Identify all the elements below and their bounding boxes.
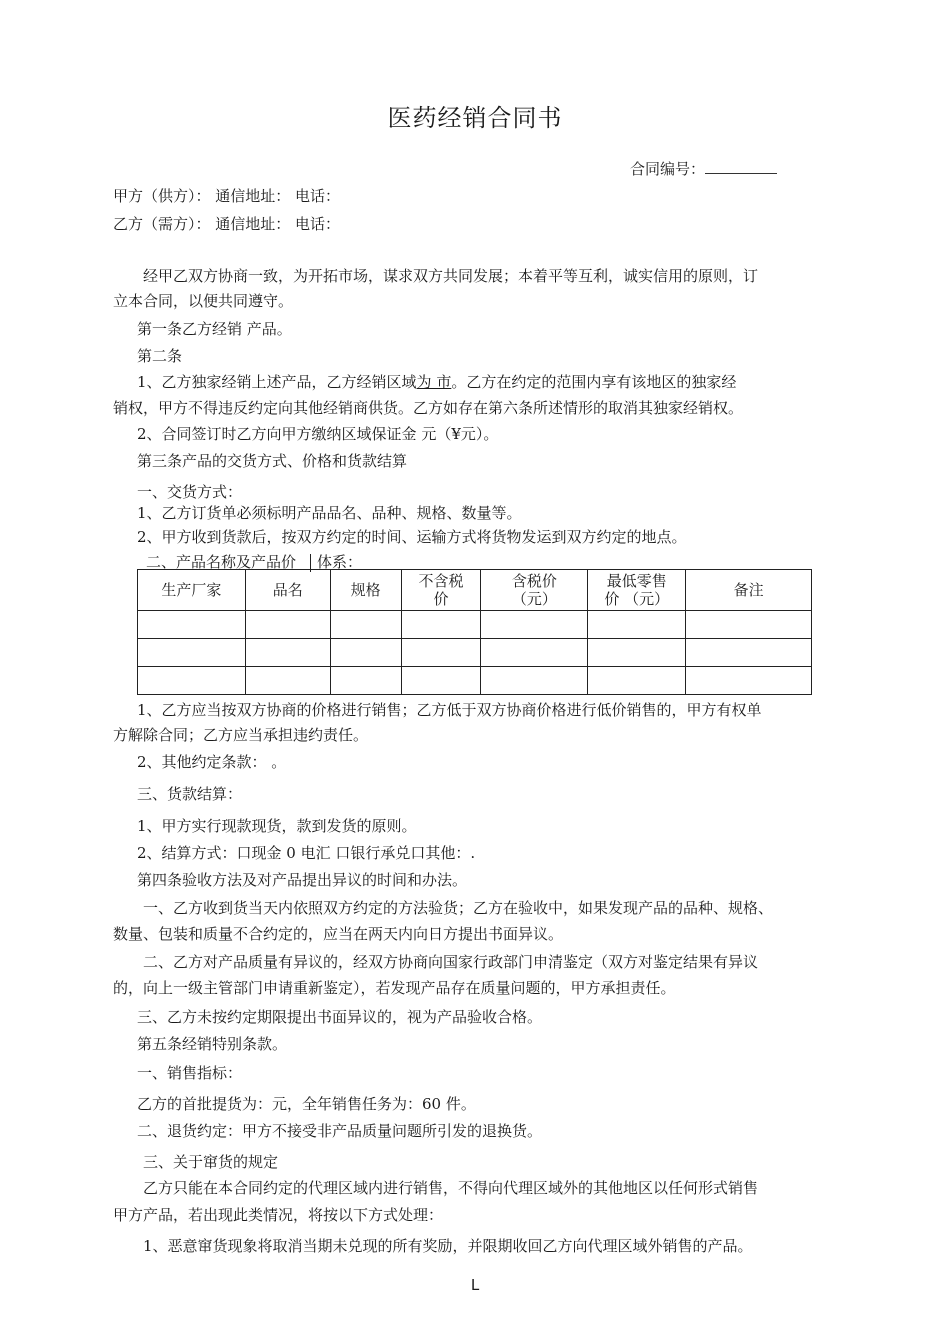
price-table-row	[138, 611, 812, 639]
cross-region-heading: 三、关于窜货的规定	[143, 1153, 279, 1171]
page-footer-mark: L	[470, 1276, 480, 1294]
cross-region-text-continued: 甲方产品，若出现此类情况，将按以下方式处理：	[113, 1206, 444, 1224]
article-5-heading: 第五条经销特别条款。	[137, 1035, 288, 1053]
price-table-header-cell: 最低零售 价 （元）	[588, 570, 686, 611]
price-table-cell	[686, 639, 812, 667]
price-table-cell	[245, 667, 330, 695]
price-table-cell	[330, 639, 401, 667]
price-table-header-cell: 生产厂家	[138, 570, 246, 611]
price-table-header-cell: 规格	[330, 570, 401, 611]
price-clause-2: 2、其他约定条款： 。	[137, 753, 287, 771]
party-b-line: 乙方（需方）： 通信地址： 电话：	[113, 215, 341, 233]
price-clause-1-continued: 方解除合同；乙方应当承担违约责任。	[113, 726, 369, 744]
price-table-header-cell: 品名	[245, 570, 330, 611]
return-policy: 二、退货约定：甲方不接受非产品质量问题所引发的退换货。	[137, 1122, 543, 1140]
article-2-clause-1-text-b: 。乙方在约定的范围内享有该地区的独家经	[451, 373, 737, 391]
price-table-cell	[588, 639, 686, 667]
price-table-cell	[588, 611, 686, 639]
price-table-cell	[138, 639, 246, 667]
article-1: 第一条乙方经销 产品。	[137, 320, 292, 338]
party-a-line: 甲方（供方）： 通信地址： 电话：	[113, 187, 341, 205]
price-table-cell	[330, 611, 401, 639]
inspection-clause-1-continued: 数量、包装和质量不合约定的，应当在两天内向日方提出书面异议。	[113, 925, 564, 943]
article-2-clause-1	[137, 371, 736, 392]
inspection-clause-3: 三、乙方未按约定期限提出书面异议的，视为产品验收合格。	[137, 1008, 543, 1026]
contract-number	[630, 158, 777, 179]
price-table	[137, 569, 812, 695]
price-table-header-row	[138, 570, 812, 611]
inspection-clause-1: 一、乙方收到货当天内依照双方约定的方法验货；乙方在验收中，如果发现产品的品种、规格、	[143, 899, 774, 917]
article-4-heading: 第四条验收方法及对产品提出异议的时间和办法。	[137, 871, 468, 889]
payment-heading: 三、货款结算：	[137, 785, 243, 803]
price-table-cell	[686, 667, 812, 695]
cross-region-clause-1: 1、恶意窜货现象将取消当期未兑现的所有奖励，并限期收回乙方向代理区域外销售的产品。	[143, 1237, 753, 1255]
price-table-row	[138, 639, 812, 667]
delivery-clause-1: 1、乙方订货单必须标明产品品名、品种、规格、数量等。	[137, 504, 522, 522]
region-blank: 为 市	[416, 373, 452, 391]
price-table-cell	[481, 611, 588, 639]
price-table-header-cell: 不含税 价	[401, 570, 481, 611]
price-table-cell	[138, 611, 246, 639]
inspection-clause-2-continued: 的，向上一级主管部门申请重新鉴定），若发现产品存在质量问题的，甲方承担责任。	[113, 979, 676, 997]
payment-clause-1: 1、甲方实行现款现货，款到发货的原则。	[137, 817, 417, 835]
price-table-cell	[138, 667, 246, 695]
article-2-clause-1-text-a: 1、乙方独家经销上述产品，乙方经销区域	[137, 373, 417, 391]
price-table-header-cell: 含税价 （元）	[481, 570, 588, 611]
price-table-cell	[588, 667, 686, 695]
price-table-cell	[245, 611, 330, 639]
price-table-cell	[245, 639, 330, 667]
document-title: 医药经销合同书	[387, 104, 563, 132]
payment-clause-2: 2、结算方式：口现金 0 电汇 口银行承兑口其他：.	[137, 844, 476, 862]
preamble-line-2: 立本合同，以便共同遵守。	[113, 292, 294, 310]
article-3-heading: 第三条产品的交货方式、价格和货款结算	[137, 452, 408, 470]
cross-region-text: 乙方只能在本合同约定的代理区域内进行销售，不得向代理区域外的其他地区以任何形式销售	[143, 1179, 759, 1197]
article-2-clause-1-continued: 销权，甲方不得违反约定向其他经销商供货。乙方如存在第六条所述情形的取消其独家经销权。	[113, 399, 744, 417]
price-table-cell	[401, 639, 481, 667]
price-table-header-cell: 备注	[686, 570, 812, 611]
price-table-cell	[401, 611, 481, 639]
sales-target-text: 乙方的首批提货为：元，全年销售任务为：60 件。	[137, 1095, 476, 1113]
price-caption-b: 体系：	[317, 553, 363, 571]
price-table-cell	[330, 667, 401, 695]
sales-target-heading: 一、销售指标：	[137, 1064, 243, 1082]
contract-number-label: 合同编号：	[630, 160, 706, 178]
article-2-heading: 第二条	[137, 347, 183, 365]
contract-number-blank	[705, 161, 777, 174]
delivery-clause-2: 2、甲方收到货款后，按双方约定的时间、运输方式将货物发运到双方约定的地点。	[137, 528, 687, 546]
preamble-line-1: 经甲乙双方协商一致，为开拓市场，谋求双方共同发展；本着平等互利，诚实信用的原则，订	[143, 267, 759, 285]
price-table-row	[138, 667, 812, 695]
price-table-cell	[481, 639, 588, 667]
article-2-clause-2: 2、合同签订时乙方向甲方缴纳区域保证金 元（¥元）。	[137, 425, 499, 443]
inspection-clause-2: 二、乙方对产品质量有异议的，经双方协商向国家行政部门申清鉴定（双方对鉴定结果有异议	[143, 953, 759, 971]
price-clause-1: 1、乙方应当按双方协商的价格进行销售；乙方低于双方协商价格进行低价销售的，甲方有权单	[137, 701, 762, 719]
price-table-cell	[401, 667, 481, 695]
delivery-heading: 一、交货方式：	[137, 483, 243, 501]
price-table-cell	[481, 667, 588, 695]
price-caption-a: 二、产品名称及产品价	[146, 553, 297, 571]
price-table-cell	[686, 611, 812, 639]
